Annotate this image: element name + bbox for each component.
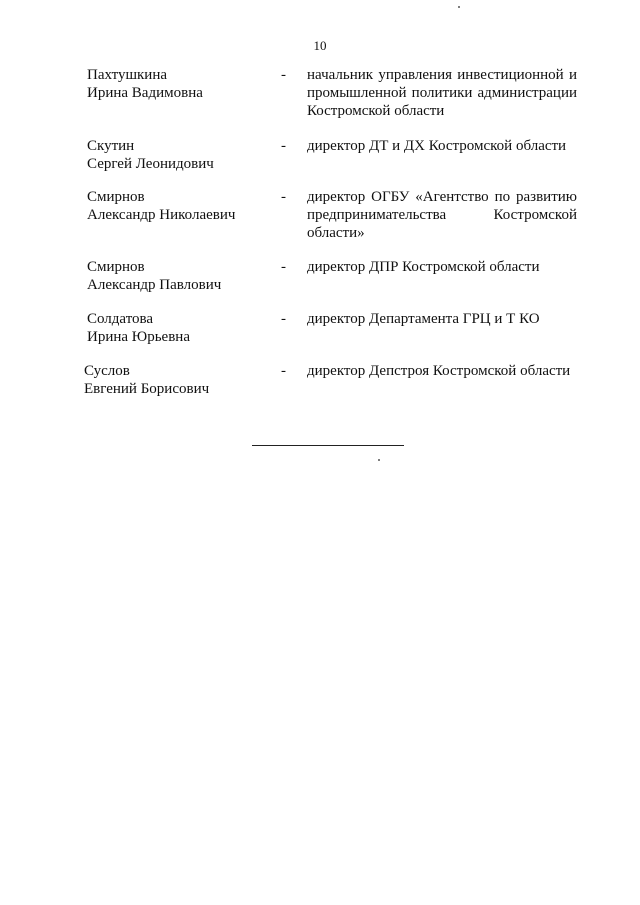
person-name xyxy=(87,66,267,102)
scan-speck xyxy=(378,459,380,461)
dash-separator: - xyxy=(281,189,286,205)
person-position: директор Депстроя Костромской области xyxy=(307,363,571,379)
person-surname: Смирнов xyxy=(87,259,145,275)
person-name xyxy=(87,137,267,173)
person-surname: Солдатова xyxy=(87,311,154,327)
person-position: директор Департамента ГРЦ и Т КО xyxy=(307,311,540,327)
dash-separator: - xyxy=(281,363,286,379)
person-surname: Пахтушкина xyxy=(87,67,168,83)
person-position: начальник управления инвестиционной и промышленной политики администрации Костромской области xyxy=(307,67,577,119)
person-name xyxy=(87,188,267,224)
person-given-names: Сергей Леонидович xyxy=(87,156,214,172)
person-name xyxy=(87,310,267,346)
person-surname: Смирнов xyxy=(87,189,145,205)
person-name xyxy=(84,362,264,398)
dash-separator: - xyxy=(281,67,286,83)
person-position: директор ДПР Костромской области xyxy=(307,259,540,275)
person-position: директор ДТ и ДХ Костромской области xyxy=(307,138,567,154)
person-name xyxy=(87,258,267,294)
dash-separator: - xyxy=(281,259,286,275)
page-number: 10 xyxy=(313,38,327,53)
person-given-names: Александр Николаевич xyxy=(87,207,236,223)
person-surname: Суслов xyxy=(84,363,130,379)
dash-separator: - xyxy=(281,311,286,327)
closing-divider xyxy=(252,445,404,446)
person-given-names: Александр Павлович xyxy=(87,277,222,293)
person-given-names: Евгений Борисович xyxy=(84,381,210,397)
person-given-names: Ирина Юрьевна xyxy=(87,329,190,345)
person-given-names: Ирина Вадимовна xyxy=(87,85,203,101)
person-position: директор ОГБУ «Агентство по развитию предпринимательства Костромской области» xyxy=(307,189,577,241)
dash-separator: - xyxy=(281,138,286,154)
person-surname: Скутин xyxy=(87,138,135,154)
scan-speck xyxy=(458,6,460,8)
